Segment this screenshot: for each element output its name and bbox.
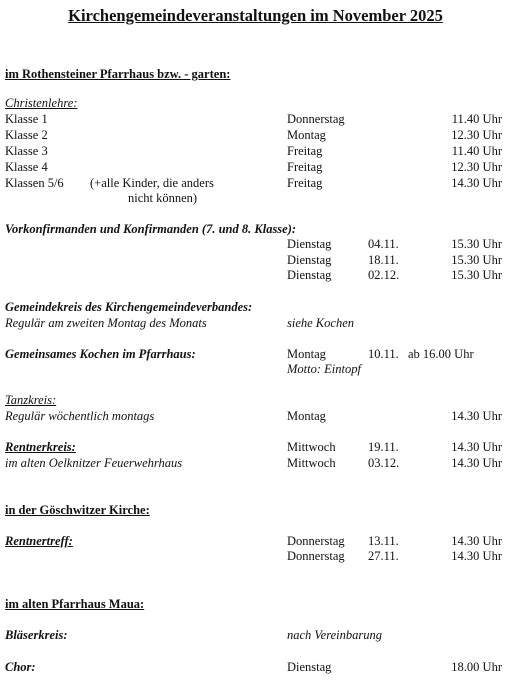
- christenlehre-heading: Christenlehre:: [5, 96, 78, 110]
- kochen-time: ab 16.00 Uhr: [408, 347, 474, 361]
- christenlehre-time: 11.40 Uhr: [451, 112, 502, 126]
- rentnertreff-date: 13.11.: [368, 534, 399, 548]
- tanzkreis-heading: Tanzkreis:: [5, 393, 57, 407]
- chor-heading: Chor:: [5, 660, 36, 674]
- rentnerkreis-heading: Rentnerkreis:: [5, 440, 76, 454]
- rentnerkreis-desc: im alten Oelknitzer Feuerwehrhaus: [5, 456, 183, 470]
- chor-day: Dienstag: [287, 660, 332, 674]
- blaeserkreis-info: nach Vereinbarung: [287, 628, 383, 642]
- kochen-heading: Gemeinsames Kochen im Pfarrhaus:: [5, 347, 196, 361]
- blaeserkreis-heading: Bläserkreis:: [5, 628, 68, 642]
- rentnerkreis-date: 19.11.: [368, 440, 399, 454]
- rentnertreff-heading: Rentnertreff:: [5, 534, 73, 548]
- christenlehre-label: Klasse 2: [5, 128, 48, 142]
- rentnertreff-time: 14.30 Uhr: [451, 549, 502, 563]
- christenlehre-day: Freitag: [287, 176, 323, 190]
- chor-time: 18.00 Uhr: [451, 660, 502, 674]
- page-title: Kirchengemeindeveranstaltungen im November 2025: [68, 6, 443, 25]
- konfirmanden-day: Dienstag: [287, 237, 332, 251]
- konfirmanden-heading: Vorkonfirmanden und Konfirmanden (7. und 8. Klasse):: [5, 222, 297, 236]
- kochen-day: Montag: [287, 347, 326, 361]
- christenlehre-day: Montag: [287, 128, 326, 142]
- gemeindekreis-desc: Regulär am zweiten Montag des Monats: [5, 316, 207, 330]
- christenlehre-label: Klassen 5/6: [5, 176, 64, 190]
- konfirmanden-time: 15.30 Uhr: [451, 268, 502, 282]
- kochen-motto: Motto: Eintopf: [287, 362, 361, 376]
- konfirmanden-time: 15.30 Uhr: [451, 237, 502, 251]
- christenlehre-time: 12.30 Uhr: [451, 160, 502, 174]
- tanzkreis-time: 14.30 Uhr: [451, 409, 502, 423]
- konfirmanden-time: 15.30 Uhr: [451, 253, 502, 267]
- section-heading-maua: im alten Pfarrhaus Maua:: [5, 597, 145, 611]
- christenlehre-label: Klasse 3: [5, 144, 48, 158]
- section-heading-rothenstein: im Rothensteiner Pfarrhaus bzw. - garten:: [5, 67, 231, 81]
- konfirmanden-date: 02.12.: [368, 268, 400, 282]
- rentnerkreis-day: Mittwoch: [287, 440, 336, 454]
- gemeindekreis-heading: Gemeindekreis des Kirchengemeindeverbandes:: [5, 300, 253, 314]
- christenlehre-label: Klasse 4: [5, 160, 48, 174]
- christenlehre-day: Donnerstag: [287, 112, 345, 126]
- kochen-date: 10.11.: [368, 347, 399, 361]
- christenlehre-note: nicht können): [128, 191, 198, 205]
- rentnerkreis-time: 14.30 Uhr: [451, 456, 502, 470]
- tanzkreis-desc: Regulär wöchentlich montags: [5, 409, 155, 423]
- rentnerkreis-time: 14.30 Uhr: [451, 440, 502, 454]
- christenlehre-time: 12.30 Uhr: [451, 128, 502, 142]
- konfirmanden-date: 18.11.: [368, 253, 399, 267]
- konfirmanden-day: Dienstag: [287, 253, 332, 267]
- rentnerkreis-day: Mittwoch: [287, 456, 336, 470]
- gemeindekreis-info: siehe Kochen: [287, 316, 354, 330]
- konfirmanden-day: Dienstag: [287, 268, 332, 282]
- section-heading-goeschwitz: in der Göschwitzer Kirche:: [5, 503, 150, 517]
- konfirmanden-date: 04.11.: [368, 237, 399, 251]
- rentnertreff-day: Donnerstag: [287, 549, 345, 563]
- rentnertreff-time: 14.30 Uhr: [451, 534, 502, 548]
- rentnerkreis-date: 03.12.: [368, 456, 400, 470]
- christenlehre-time: 11.40 Uhr: [451, 144, 502, 158]
- christenlehre-note: (+alle Kinder, die anders: [90, 176, 214, 190]
- christenlehre-label: Klasse 1: [5, 112, 48, 126]
- rentnertreff-date: 27.11.: [368, 549, 399, 563]
- rentnertreff-day: Donnerstag: [287, 534, 345, 548]
- christenlehre-day: Freitag: [287, 160, 323, 174]
- christenlehre-time: 14.30 Uhr: [451, 176, 502, 190]
- christenlehre-day: Freitag: [287, 144, 323, 158]
- tanzkreis-day: Montag: [287, 409, 326, 423]
